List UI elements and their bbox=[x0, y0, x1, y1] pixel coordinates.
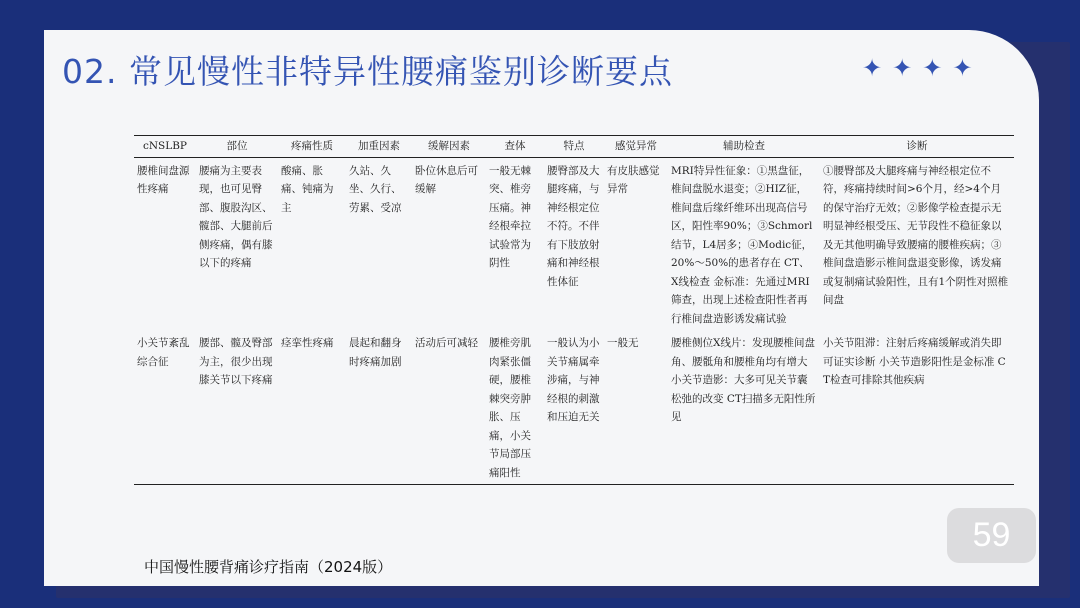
slide-title: 02. 常见慢性非特异性腰痛鉴别诊断要点 bbox=[62, 52, 673, 91]
column-header: 感觉异常 bbox=[604, 136, 668, 158]
table-cell: 痉挛性疼痛 bbox=[278, 330, 346, 485]
table-cell: 久站、久坐、久行、劳累、受凉 bbox=[349, 164, 402, 214]
table-cell: 活动后可减轻 bbox=[412, 330, 486, 485]
column-header: 查体 bbox=[486, 136, 544, 158]
table-header-row bbox=[134, 136, 1014, 158]
table-cell: 腰臀部及大腿疼痛，与神经根定位不符。不伴有下肢放射痛和神经根性体征 bbox=[547, 164, 600, 288]
sparkle-star-icon: ✦ bbox=[922, 54, 943, 82]
differential-diagnosis-table bbox=[134, 135, 1014, 485]
sparkle-star-icon: ✦ bbox=[862, 54, 883, 82]
table-row bbox=[134, 330, 1014, 485]
table-cell: 腰椎旁肌肉紧张僵硬，腰椎棘突旁肿胀、压痛，小关节局部压痛阳性 bbox=[486, 330, 544, 485]
decorative-stars bbox=[862, 56, 972, 80]
table-cell: 一般无棘突、椎旁压痛。神经根牵拉试验常为阴性 bbox=[489, 164, 531, 269]
column-header: cNSLBP bbox=[134, 136, 196, 158]
table-cell: 有皮肤感觉异常 bbox=[607, 164, 660, 195]
column-header: 加重因素 bbox=[346, 136, 412, 158]
column-header: 缓解因素 bbox=[412, 136, 486, 158]
column-header: 部位 bbox=[196, 136, 278, 158]
table-cell: 晨起和翻身时疼痛加剧 bbox=[346, 330, 412, 485]
table-cell: 酸痛、胀痛、钝痛为主 bbox=[281, 164, 334, 214]
column-header: 疼痛性质 bbox=[278, 136, 346, 158]
diagnosis-table bbox=[134, 135, 1014, 485]
table-cell: 卧位休息后可缓解 bbox=[415, 164, 478, 195]
slide-card bbox=[44, 30, 1039, 586]
sparkle-star-icon: ✦ bbox=[952, 54, 973, 82]
source-footnote: 中国慢性腰背痛诊疗指南（2024版） bbox=[144, 558, 393, 576]
table-cell: 小关节紊乱综合征 bbox=[134, 330, 196, 485]
sparkle-star-icon: ✦ bbox=[892, 54, 913, 82]
table-cell: ①腰臀部及大腿疼痛与神经根定位不符，疼痛持续时间>6个月，经>4个月的保守治疗无效；②影像学检查提示无明显神经根受压、无节段性不稳征象以及无其他明确导致腰痛的腰椎疾病；③椎间盘造影示椎间盘退变影像，诱发痛或复制痛试验阳性，且有1个阴性对照椎间盘 bbox=[823, 164, 1009, 306]
table-cell: 一般认为小关节痛属牵涉痛，与神经根的刺激和压迫无关 bbox=[544, 330, 604, 485]
table-row bbox=[134, 157, 1014, 330]
table-cell: 腰椎间盘源性疼痛 bbox=[137, 164, 190, 195]
table-cell: 小关节阻滞：注射后疼痛缓解或消失即可证实诊断 小关节造影阳性是金标准 CT检查可排除其他疾病 bbox=[820, 330, 1014, 485]
table-cell: 腰椎侧位X线片：发现腰椎间盘角、腰骶角和腰椎角均有增大 小关节造影：大多可见关节囊松弛的改变 CT扫描多无阳性所见 bbox=[668, 330, 820, 485]
table-cell: 腰痛为主要表现，也可见臀部、腹股沟区、髋部、大腿前后侧疼痛，偶有膝以下的疼痛 bbox=[199, 164, 273, 269]
column-header: 特点 bbox=[544, 136, 604, 158]
page-number-badge: 59 bbox=[947, 508, 1036, 563]
table-cell: 腰部、髋及臀部为主，很少出现膝关节以下疼痛 bbox=[196, 330, 278, 485]
column-header: 辅助检查 bbox=[668, 136, 820, 158]
table-cell: MRI特异性征象：①黑盘征，椎间盘脱水退变；②HIZ征，椎间盘后缘纤维环出现高信号区，阳性率90%；③Schmorl结节，L4居多；④Modic征，20%～50%的患者存在 CT、X线检查 金标准：先通过MRI筛查，出现上述检查阳性者再行椎间盘造影诱发痛试验 bbox=[671, 164, 813, 325]
table-cell: 一般无 bbox=[604, 330, 668, 485]
column-header: 诊断 bbox=[820, 136, 1014, 158]
